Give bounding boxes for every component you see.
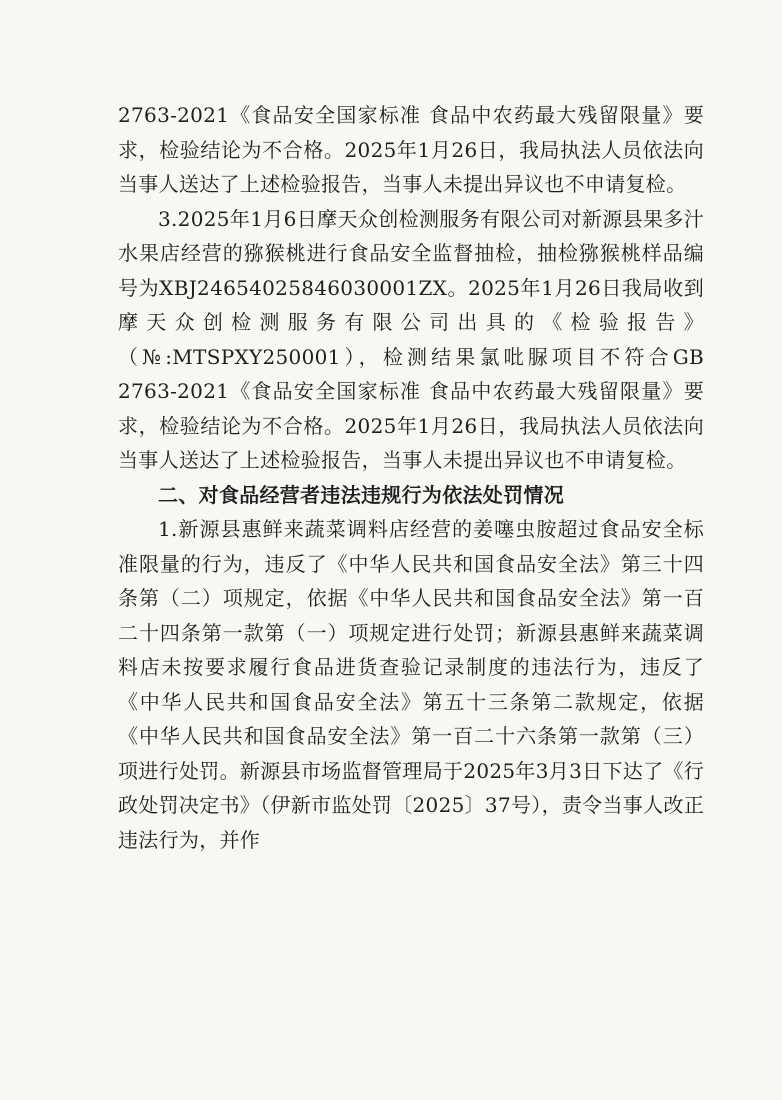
document-body [118, 98, 704, 857]
section-heading-penalties: 二、对食品经营者违法违规行为依法处罚情况 [158, 482, 564, 507]
paragraph-continued-inspection-result: 2763-2021《食品安全国家标准 食品中农药最大残留限量》要求，检验结论为不合格。2025年1月26日，我局执法人员依法向当事人送达了上述检验报告，当事人未提出异议也不申请复检。 [118, 103, 704, 196]
paragraph-penalty-vegetable-store: 1.新源县惠鲜来蔬菜调料店经营的姜噻虫胺超过食品安全标准限量的行为，违反了《中华人民共和国食品安全法》第三十四条第（二）项规定，依据《中华人民共和国食品安全法》第一百二十四条第一款第（一）项规定进行处罚；新源县惠鲜来蔬菜调料店未按要求履行食品进货查验记录制度的违法行为，违反了《中华人民共和国食品安全法》第五十三条第二款规定，依据《中华人民共和国食品安全法》第一百二十六条第一款第（三）项进行处罚。新源县市场监督管理局于2025年3月3日下达了《行政处罚决定书》（伊新市监处罚〔2025〕37号），责令当事人改正违法行为，并作 [118, 517, 704, 852]
paragraph-kiwifruit-inspection: 3.2025年1月6日摩天众创检测服务有限公司对新源县果多汁水果店经营的猕猴桃进行食品安全监督抽检，抽检猕猴桃样品编号为XBJ24654025846030001ZX。2025年1月26日我局收到摩天众创检测服务有限公司出具的《检验报告》（№:MTSPXY250001），检测结果氯吡脲项目不符合GB 2763-2021《食品安全国家标准 食品中农药最大残留限量》要求，检验结论为不合格。2025年1月26日，我局执法人员依法向当事人送达了上述检验报告，当事人未提出异议也不申请复检。 [118, 206, 704, 472]
